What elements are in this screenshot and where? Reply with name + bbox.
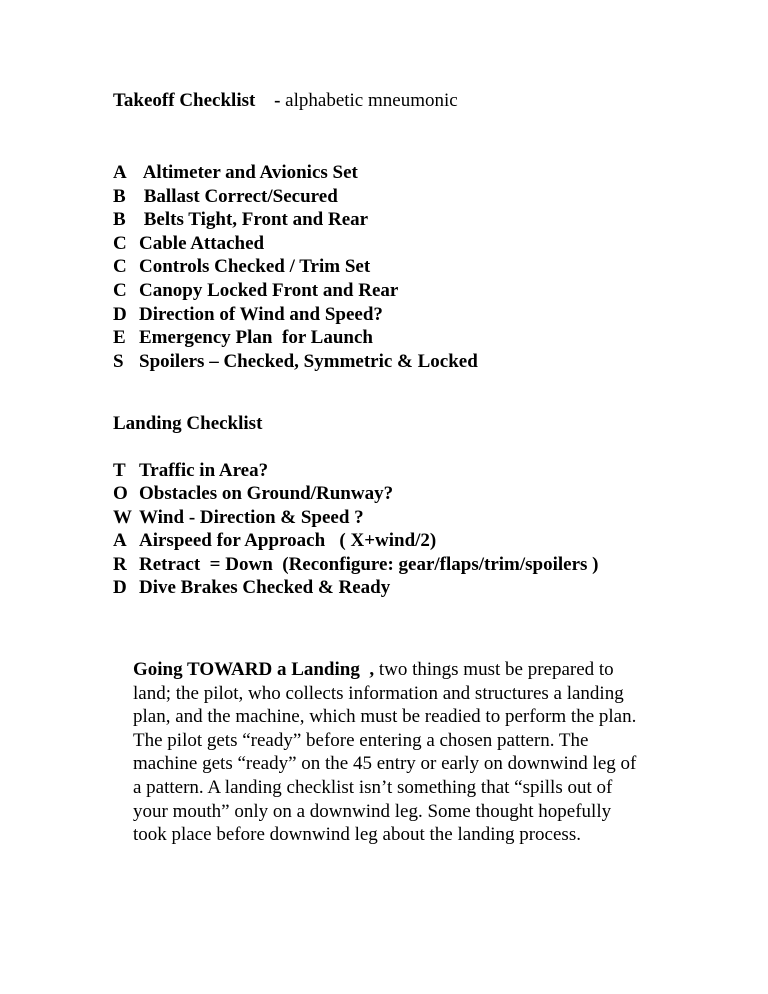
list-item	[113, 350, 478, 374]
list-item	[113, 208, 478, 232]
list-item	[113, 459, 599, 482]
item-text: Emergency Plan for Launch	[139, 327, 373, 349]
item-letter: W	[113, 506, 132, 528]
item-letter: C	[113, 279, 127, 301]
item-letter: E	[113, 327, 126, 349]
item-text: Cable Attached	[139, 232, 265, 254]
list-item	[113, 255, 478, 279]
takeoff-checklist-subtitle: alphabetic mneumonic	[285, 90, 458, 111]
item-text: Altimeter and Avionics Set	[139, 162, 358, 183]
list-item	[113, 279, 478, 303]
list-item	[113, 185, 478, 209]
landing-checklist-title: Landing Checklist	[113, 413, 263, 434]
item-letter: S	[113, 350, 124, 372]
item-letter: O	[113, 483, 128, 505]
list-item	[113, 303, 478, 327]
item-letter: T	[113, 460, 126, 481]
item-text: Airspeed for Approach ( X+wind/2)	[139, 530, 437, 552]
landing-note-body: two things must be prepared to land; the pilot, who collects information and structures a landing plan, and the machine, which must be readied to perform the plan. The pilot gets “ready” before entering a chosen pattern. The machine gets “ready” on the 45 entry or early on downwind leg of a pattern. A landing checklist isn’t something that “spills out of your mouth” only on a downwind leg. Some thought hopefully took place before downwind leg about the landing process.	[133, 659, 637, 846]
list-item	[113, 232, 478, 256]
item-letter: D	[113, 303, 127, 325]
item-text: Spoilers – Checked, Symmetric & Locked	[139, 350, 478, 372]
item-text: Obstacles on Ground/Runway?	[139, 483, 394, 505]
landing-checklist-heading	[113, 413, 262, 435]
landing-checklist-list	[113, 459, 599, 599]
item-text: Traffic in Area?	[139, 460, 269, 481]
takeoff-checklist-heading	[113, 90, 458, 112]
landing-note-paragraph	[133, 658, 643, 847]
list-item	[113, 326, 478, 350]
list-item	[113, 576, 599, 599]
item-letter: B	[113, 185, 126, 207]
landing-note-lead: Going TOWARD a Landing ,	[133, 659, 375, 680]
item-letter: B	[113, 209, 126, 231]
item-letter: D	[113, 576, 127, 598]
takeoff-checklist-list	[113, 161, 478, 373]
item-text: Wind - Direction & Speed ?	[139, 506, 364, 528]
item-text: Direction of Wind and Speed?	[139, 303, 383, 325]
takeoff-checklist-title: Takeoff Checklist	[113, 90, 256, 111]
list-item	[113, 529, 599, 552]
item-letter: A	[113, 162, 127, 183]
item-text: Controls Checked / Trim Set	[139, 256, 371, 278]
heading-dash: -	[274, 90, 281, 111]
item-letter: A	[113, 530, 127, 552]
item-text: Retract = Down (Reconfigure: gear/flaps/trim/spoilers )	[139, 553, 599, 575]
item-letter: R	[113, 553, 127, 575]
list-item	[113, 506, 599, 529]
list-item	[113, 482, 599, 505]
item-text: Ballast Correct/Secured	[139, 185, 338, 207]
list-item	[113, 553, 599, 576]
item-letter: C	[113, 232, 127, 254]
item-text: Dive Brakes Checked & Ready	[139, 576, 391, 598]
list-item	[113, 161, 478, 185]
item-letter: C	[113, 256, 127, 278]
item-text: Belts Tight, Front and Rear	[139, 209, 369, 231]
item-text: Canopy Locked Front and Rear	[139, 279, 399, 301]
